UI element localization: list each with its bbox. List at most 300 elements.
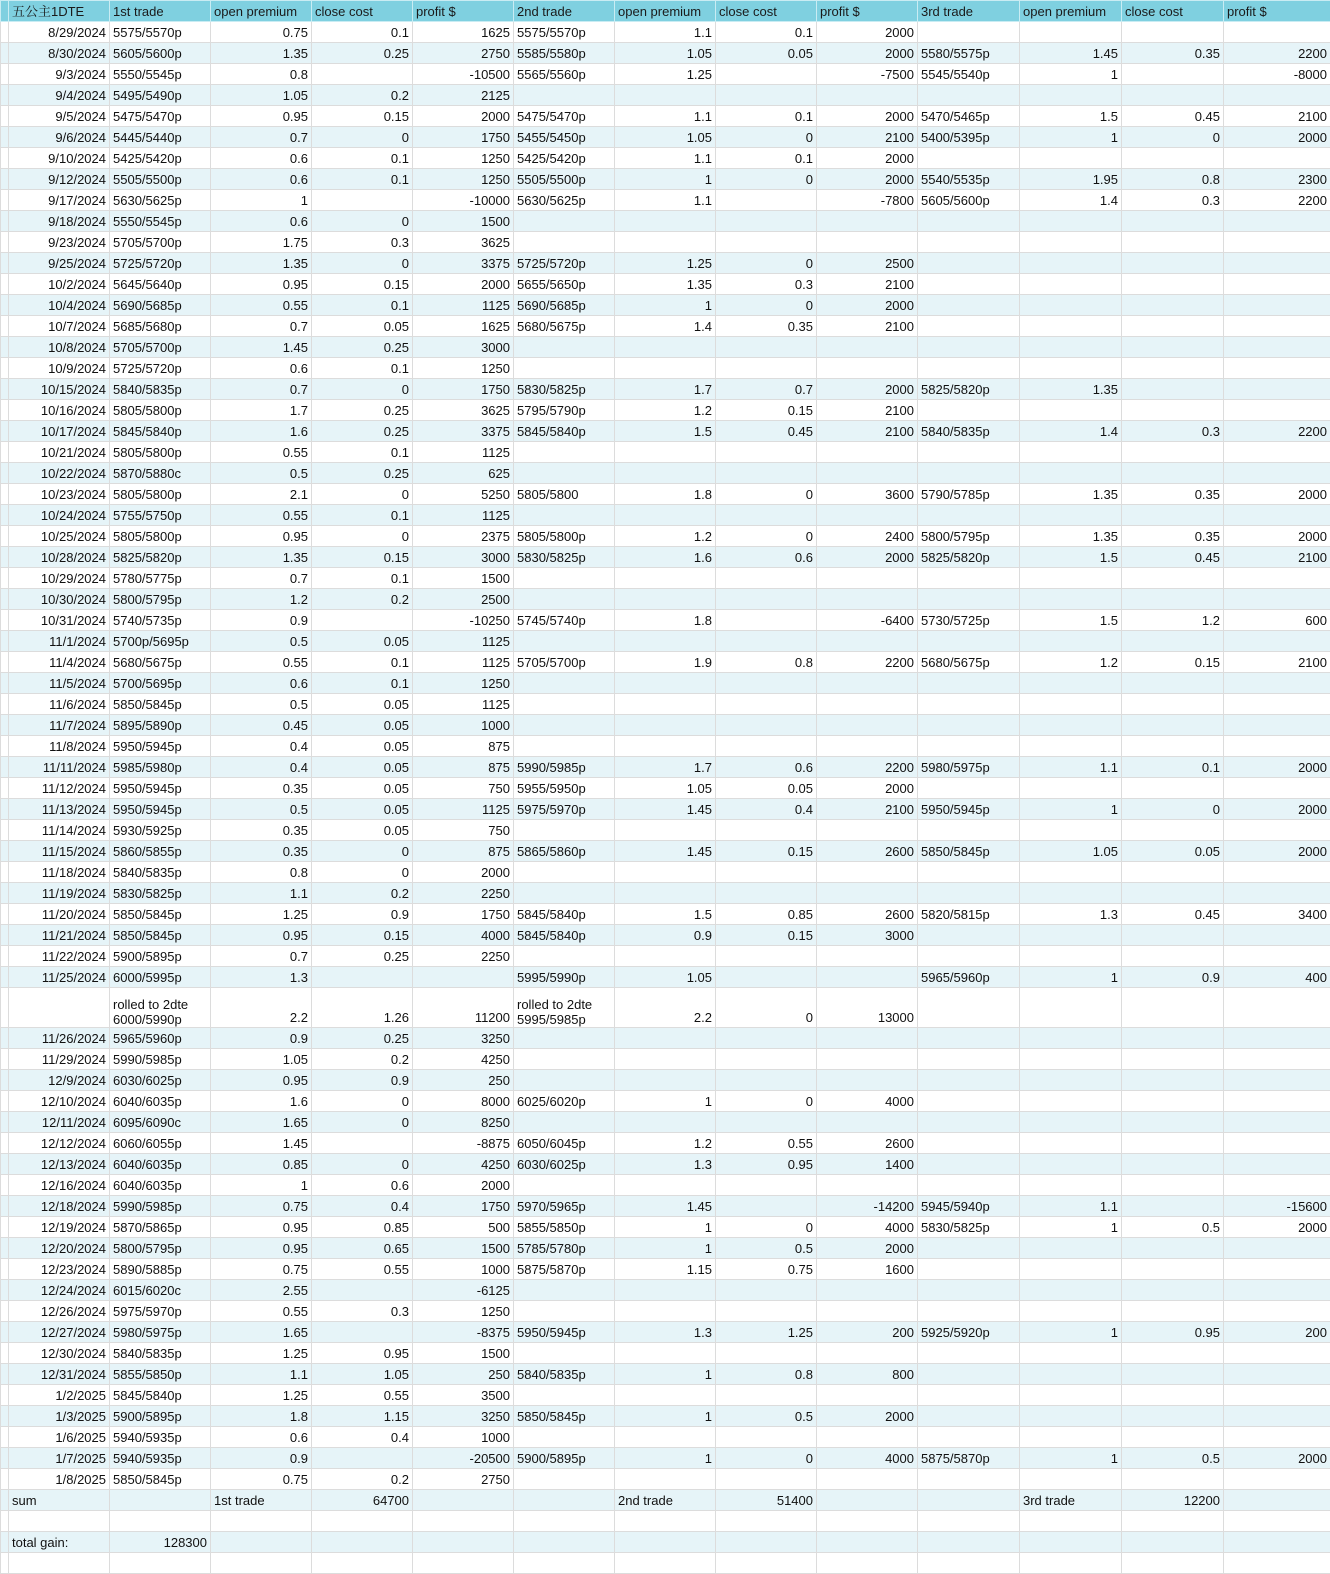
cell-trade3-profit[interactable]: -8000 (1224, 64, 1330, 85)
cell-trade1-close-cost[interactable]: 0 (312, 127, 413, 148)
cell-trade3-strike[interactable] (918, 1385, 1020, 1406)
cell-trade2-close-cost[interactable] (716, 1469, 817, 1490)
total-trade3-open-premium[interactable] (1020, 1532, 1122, 1553)
cell-trade3-open-premium[interactable] (1020, 820, 1122, 841)
cell-trade3-profit[interactable] (1224, 1175, 1330, 1196)
cell-trade2-profit[interactable] (817, 1280, 918, 1301)
cell-trade2-open-premium[interactable] (615, 85, 716, 106)
cell-trade1-strike[interactable]: 5940/5935p (110, 1448, 211, 1469)
cell-trade3-open-premium[interactable]: 1 (1020, 64, 1122, 85)
cell-trade2-profit[interactable]: 2000 (817, 547, 918, 568)
cell-trade3-strike[interactable] (918, 1070, 1020, 1091)
cell-trade2-strike[interactable] (514, 463, 615, 484)
cell-trade2-strike[interactable] (514, 568, 615, 589)
cell-trade3-open-premium[interactable]: 1.45 (1020, 43, 1122, 64)
cell-trade1-close-cost[interactable]: 0.05 (312, 316, 413, 337)
cell-trade3-open-premium[interactable] (1020, 883, 1122, 904)
cell-trade1-strike[interactable]: 5740/5735p (110, 610, 211, 631)
cell-trade1-strike[interactable]: 6040/6035p (110, 1154, 211, 1175)
cell-trade2-close-cost[interactable]: 0.15 (716, 400, 817, 421)
cell-trade1-strike[interactable]: 5680/5675p (110, 652, 211, 673)
cell-trade2-close-cost[interactable]: 0 (716, 1217, 817, 1238)
cell-trade2-close-cost[interactable] (716, 1175, 817, 1196)
cell-date[interactable]: 10/29/2024 (9, 568, 110, 589)
cell-date[interactable]: 10/15/2024 (9, 379, 110, 400)
cell-trade2-profit[interactable] (817, 1028, 918, 1049)
cell-trade3-profit[interactable] (1224, 1259, 1330, 1280)
cell-trade2-strike[interactable] (514, 85, 615, 106)
header-trade1-profit[interactable]: profit $ (413, 1, 514, 22)
cell-trade3-open-premium[interactable] (1020, 22, 1122, 43)
cell-trade2-open-premium[interactable]: 1.05 (615, 43, 716, 64)
cell-trade1-open-premium[interactable]: 0.6 (211, 148, 312, 169)
cell-trade2-profit[interactable]: -6400 (817, 610, 918, 631)
cell-trade1-open-premium[interactable]: 2.55 (211, 1280, 312, 1301)
cell-trade1-close-cost[interactable] (312, 64, 413, 85)
cell-trade2-close-cost[interactable] (716, 862, 817, 883)
cell-trade1-open-premium[interactable]: 0.95 (211, 1238, 312, 1259)
cell-trade1-strike[interactable]: 6040/6035p (110, 1091, 211, 1112)
cell-trade2-open-premium[interactable]: 1.35 (615, 274, 716, 295)
cell-trade2-close-cost[interactable]: 0.15 (716, 841, 817, 862)
cell-trade3-profit[interactable] (1224, 1364, 1330, 1385)
cell-trade3-profit[interactable] (1224, 295, 1330, 316)
total-date[interactable]: total gain: (9, 1532, 110, 1553)
cell-trade1-open-premium[interactable]: 1.75 (211, 232, 312, 253)
cell-trade3-close-cost[interactable] (1122, 820, 1224, 841)
cell-trade2-open-premium[interactable] (615, 820, 716, 841)
cell-trade3-profit[interactable]: -15600 (1224, 1196, 1330, 1217)
cell-date[interactable]: 12/26/2024 (9, 1301, 110, 1322)
cell-trade1-close-cost[interactable]: 0.05 (312, 736, 413, 757)
cell-trade2-profit[interactable] (817, 1427, 918, 1448)
cell-trade1-open-premium[interactable]: 0.75 (211, 1259, 312, 1280)
cell-trade3-close-cost[interactable] (1122, 946, 1224, 967)
cell-trade3-profit[interactable] (1224, 1238, 1330, 1259)
cell-trade1-profit[interactable]: 1250 (413, 673, 514, 694)
cell-trade3-strike[interactable]: 5545/5540p (918, 64, 1020, 85)
cell-trade2-profit[interactable]: 2000 (817, 22, 918, 43)
cell-trade2-strike[interactable]: 5955/5950p (514, 778, 615, 799)
cell-trade1-open-premium[interactable]: 1.25 (211, 1343, 312, 1364)
cell-trade2-close-cost[interactable] (716, 631, 817, 652)
cell-trade1-close-cost[interactable]: 0.05 (312, 694, 413, 715)
cell-trade2-close-cost[interactable]: 0.4 (716, 799, 817, 820)
cell-trade3-strike[interactable] (918, 505, 1020, 526)
cell-trade1-strike[interactable]: 5550/5545p (110, 211, 211, 232)
cell-trade2-strike[interactable] (514, 1280, 615, 1301)
blank-trade2-close-cost[interactable] (716, 1553, 817, 1574)
cell-trade1-close-cost[interactable]: 0.25 (312, 946, 413, 967)
cell-trade3-close-cost[interactable] (1122, 463, 1224, 484)
cell-trade1-profit[interactable]: 1250 (413, 358, 514, 379)
cell-trade1-close-cost[interactable]: 0.9 (312, 904, 413, 925)
cell-trade1-profit[interactable]: 3250 (413, 1406, 514, 1427)
cell-trade1-strike[interactable]: 5445/5440p (110, 127, 211, 148)
cell-trade3-open-premium[interactable] (1020, 1469, 1122, 1490)
cell-trade3-close-cost[interactable] (1122, 1385, 1224, 1406)
cell-trade1-strike[interactable]: 5975/5970p (110, 1301, 211, 1322)
cell-date[interactable]: 12/18/2024 (9, 1196, 110, 1217)
cell-trade2-open-premium[interactable]: 1.4 (615, 316, 716, 337)
cell-trade1-close-cost[interactable]: 0.3 (312, 1301, 413, 1322)
cell-trade1-close-cost[interactable]: 0.6 (312, 1175, 413, 1196)
cell-trade3-strike[interactable]: 5965/5960p (918, 967, 1020, 988)
cell-trade3-open-premium[interactable] (1020, 1112, 1122, 1133)
cell-trade2-close-cost[interactable] (716, 946, 817, 967)
cell-trade1-open-premium[interactable]: 0.7 (211, 568, 312, 589)
cell-trade1-close-cost[interactable]: 0.1 (312, 358, 413, 379)
cell-trade2-profit[interactable] (817, 883, 918, 904)
cell-trade1-strike[interactable]: 5980/5975p (110, 1322, 211, 1343)
cell-trade3-close-cost[interactable]: 0.45 (1122, 904, 1224, 925)
cell-trade2-open-premium[interactable]: 1.7 (615, 379, 716, 400)
cell-trade3-profit[interactable]: 2100 (1224, 547, 1330, 568)
cell-trade1-open-premium[interactable]: 1.6 (211, 1091, 312, 1112)
cell-trade3-open-premium[interactable] (1020, 1175, 1122, 1196)
cell-date[interactable]: 9/6/2024 (9, 127, 110, 148)
blank-trade2-profit[interactable] (817, 1553, 918, 1574)
cell-trade3-close-cost[interactable] (1122, 778, 1224, 799)
cell-trade1-close-cost[interactable]: 0 (312, 379, 413, 400)
cell-trade1-open-premium[interactable]: 0.45 (211, 715, 312, 736)
cell-trade2-profit[interactable]: 800 (817, 1364, 918, 1385)
cell-trade2-profit[interactable] (817, 715, 918, 736)
cell-trade3-open-premium[interactable]: 1.5 (1020, 547, 1122, 568)
cell-trade2-profit[interactable] (817, 1070, 918, 1091)
cell-trade2-open-premium[interactable]: 1.5 (615, 421, 716, 442)
cell-date[interactable]: 10/21/2024 (9, 442, 110, 463)
cell-trade1-strike[interactable]: 5825/5820p (110, 547, 211, 568)
cell-trade1-close-cost[interactable]: 0.2 (312, 1049, 413, 1070)
cell-trade3-close-cost[interactable] (1122, 589, 1224, 610)
cell-trade1-strike[interactable]: 5830/5825p (110, 883, 211, 904)
header-trade3-strike[interactable]: 3rd trade (918, 1, 1020, 22)
cell-trade3-close-cost[interactable] (1122, 988, 1224, 1028)
cell-trade2-open-premium[interactable]: 1.3 (615, 1154, 716, 1175)
sum-trade3-profit[interactable] (1224, 1490, 1330, 1511)
cell-trade3-strike[interactable] (918, 274, 1020, 295)
cell-trade1-profit[interactable]: 1000 (413, 1259, 514, 1280)
cell-trade3-strike[interactable]: 5605/5600p (918, 190, 1020, 211)
cell-trade2-strike[interactable] (514, 1427, 615, 1448)
cell-trade3-profit[interactable] (1224, 1133, 1330, 1154)
cell-date[interactable]: 12/9/2024 (9, 1070, 110, 1091)
cell-trade3-close-cost[interactable] (1122, 1028, 1224, 1049)
cell-trade3-strike[interactable] (918, 1427, 1020, 1448)
sum-trade2-profit[interactable] (817, 1490, 918, 1511)
cell-trade2-profit[interactable]: 200 (817, 1322, 918, 1343)
cell-trade2-open-premium[interactable] (615, 883, 716, 904)
cell-trade2-profit[interactable]: 2100 (817, 421, 918, 442)
cell-trade1-open-premium[interactable]: 1.05 (211, 85, 312, 106)
cell-trade3-profit[interactable] (1224, 274, 1330, 295)
cell-date[interactable]: 10/23/2024 (9, 484, 110, 505)
cell-trade3-profit[interactable] (1224, 925, 1330, 946)
cell-trade3-open-premium[interactable] (1020, 862, 1122, 883)
cell-trade1-open-premium[interactable]: 1.2 (211, 589, 312, 610)
cell-trade1-open-premium[interactable]: 0.7 (211, 316, 312, 337)
cell-trade2-strike[interactable] (514, 1175, 615, 1196)
cell-trade1-strike[interactable]: 5805/5800p (110, 442, 211, 463)
cell-date[interactable]: 1/3/2025 (9, 1406, 110, 1427)
header-trade3-open-premium[interactable]: open premium (1020, 1, 1122, 22)
cell-trade3-profit[interactable] (1224, 337, 1330, 358)
blank-date[interactable] (9, 1553, 110, 1574)
cell-trade3-close-cost[interactable] (1122, 1280, 1224, 1301)
total-trade1-open-premium[interactable] (211, 1532, 312, 1553)
cell-trade1-close-cost[interactable]: 0.55 (312, 1385, 413, 1406)
cell-trade2-open-premium[interactable]: 1.8 (615, 610, 716, 631)
cell-trade2-open-premium[interactable] (615, 1280, 716, 1301)
blank-trade3-profit[interactable] (1224, 1511, 1330, 1532)
cell-date[interactable]: 12/19/2024 (9, 1217, 110, 1238)
cell-trade2-open-premium[interactable] (615, 505, 716, 526)
cell-trade1-profit[interactable]: 1125 (413, 652, 514, 673)
cell-trade2-close-cost[interactable]: 0.5 (716, 1406, 817, 1427)
cell-trade2-open-premium[interactable] (615, 589, 716, 610)
cell-trade3-close-cost[interactable]: 0.05 (1122, 841, 1224, 862)
cell-trade3-open-premium[interactable] (1020, 1154, 1122, 1175)
cell-trade3-strike[interactable] (918, 1154, 1020, 1175)
cell-trade2-profit[interactable] (817, 1049, 918, 1070)
cell-trade3-close-cost[interactable] (1122, 1196, 1224, 1217)
cell-trade1-open-premium[interactable]: 0.55 (211, 505, 312, 526)
cell-trade2-close-cost[interactable]: 0 (716, 295, 817, 316)
cell-trade2-close-cost[interactable]: 1.25 (716, 1322, 817, 1343)
blank-trade3-strike[interactable] (918, 1511, 1020, 1532)
cell-trade3-open-premium[interactable]: 1.1 (1020, 757, 1122, 778)
cell-trade1-close-cost[interactable]: 0 (312, 1112, 413, 1133)
cell-date[interactable]: 1/6/2025 (9, 1427, 110, 1448)
cell-trade1-profit[interactable]: 1625 (413, 22, 514, 43)
cell-trade3-close-cost[interactable]: 0.95 (1122, 1322, 1224, 1343)
cell-trade3-open-premium[interactable]: 1.5 (1020, 106, 1122, 127)
blank-trade2-profit[interactable] (817, 1511, 918, 1532)
cell-trade2-open-premium[interactable]: 1.8 (615, 484, 716, 505)
cell-trade3-profit[interactable] (1224, 1154, 1330, 1175)
cell-date[interactable]: 12/10/2024 (9, 1091, 110, 1112)
cell-trade3-open-premium[interactable] (1020, 1406, 1122, 1427)
cell-trade1-profit[interactable]: 250 (413, 1364, 514, 1385)
cell-trade1-close-cost[interactable]: 0.1 (312, 505, 413, 526)
cell-trade3-open-premium[interactable]: 1.95 (1020, 169, 1122, 190)
cell-trade3-profit[interactable]: 2000 (1224, 841, 1330, 862)
cell-trade2-open-premium[interactable] (615, 232, 716, 253)
cell-trade3-open-premium[interactable] (1020, 1028, 1122, 1049)
cell-trade2-open-premium[interactable] (615, 337, 716, 358)
total-trade1-profit[interactable] (413, 1532, 514, 1553)
cell-date[interactable]: 1/7/2025 (9, 1448, 110, 1469)
cell-trade3-close-cost[interactable] (1122, 22, 1224, 43)
cell-trade1-close-cost[interactable]: 0.1 (312, 22, 413, 43)
cell-date[interactable]: 11/7/2024 (9, 715, 110, 736)
cell-trade1-strike[interactable]: 6095/6090c (110, 1112, 211, 1133)
cell-trade2-profit[interactable]: 2100 (817, 400, 918, 421)
cell-trade2-strike[interactable] (514, 820, 615, 841)
cell-trade2-strike[interactable] (514, 946, 615, 967)
cell-trade1-close-cost[interactable]: 0.25 (312, 400, 413, 421)
cell-trade2-profit[interactable]: 2100 (817, 316, 918, 337)
cell-trade2-strike[interactable] (514, 736, 615, 757)
cell-trade2-strike[interactable]: 5830/5825p (514, 379, 615, 400)
cell-trade3-close-cost[interactable] (1122, 1364, 1224, 1385)
cell-trade1-open-premium[interactable]: 1 (211, 1175, 312, 1196)
cell-trade1-open-premium[interactable]: 0.35 (211, 841, 312, 862)
blank-date[interactable] (9, 1511, 110, 1532)
cell-trade3-close-cost[interactable] (1122, 1091, 1224, 1112)
cell-trade1-close-cost[interactable]: 0.4 (312, 1196, 413, 1217)
cell-trade2-strike[interactable] (514, 1112, 615, 1133)
cell-trade2-close-cost[interactable]: 0 (716, 253, 817, 274)
cell-trade3-open-premium[interactable] (1020, 631, 1122, 652)
cell-trade1-open-premium[interactable]: 1.65 (211, 1112, 312, 1133)
cell-trade3-strike[interactable]: 5730/5725p (918, 610, 1020, 631)
cell-trade1-profit[interactable]: 1250 (413, 148, 514, 169)
cell-trade1-strike[interactable]: 5840/5835p (110, 379, 211, 400)
sum-trade3-close-cost[interactable]: 12200 (1122, 1490, 1224, 1511)
cell-trade3-close-cost[interactable] (1122, 316, 1224, 337)
cell-trade2-strike[interactable] (514, 1028, 615, 1049)
cell-trade1-close-cost[interactable]: 0.65 (312, 1238, 413, 1259)
cell-trade2-close-cost[interactable]: 0.8 (716, 1364, 817, 1385)
cell-trade1-open-premium[interactable]: 1.3 (211, 967, 312, 988)
cell-trade2-profit[interactable]: -7500 (817, 64, 918, 85)
cell-date[interactable]: 1/2/2025 (9, 1385, 110, 1406)
cell-trade1-profit[interactable]: 1750 (413, 379, 514, 400)
cell-trade3-close-cost[interactable] (1122, 1154, 1224, 1175)
cell-trade3-close-cost[interactable]: 1.2 (1122, 610, 1224, 631)
cell-trade1-open-premium[interactable]: 0.9 (211, 610, 312, 631)
cell-date[interactable]: 11/8/2024 (9, 736, 110, 757)
cell-trade2-close-cost[interactable] (716, 1112, 817, 1133)
cell-trade2-profit[interactable]: -14200 (817, 1196, 918, 1217)
cell-trade1-open-premium[interactable]: 0.75 (211, 22, 312, 43)
cell-trade1-profit[interactable]: 3000 (413, 547, 514, 568)
cell-trade1-strike[interactable]: 5800/5795p (110, 589, 211, 610)
cell-trade3-open-premium[interactable]: 1.35 (1020, 379, 1122, 400)
cell-date[interactable]: 12/24/2024 (9, 1280, 110, 1301)
cell-trade2-strike[interactable]: 5840/5835p (514, 1364, 615, 1385)
cell-trade3-close-cost[interactable]: 0.5 (1122, 1448, 1224, 1469)
cell-trade1-open-premium[interactable]: 1.7 (211, 400, 312, 421)
cell-trade2-strike[interactable] (514, 673, 615, 694)
cell-trade3-strike[interactable] (918, 211, 1020, 232)
cell-trade1-strike[interactable]: 5805/5800p (110, 400, 211, 421)
cell-trade3-strike[interactable]: 5840/5835p (918, 421, 1020, 442)
cell-trade3-profit[interactable] (1224, 694, 1330, 715)
cell-trade2-open-premium[interactable]: 1 (615, 1364, 716, 1385)
cell-trade2-profit[interactable]: 2100 (817, 127, 918, 148)
cell-trade2-strike[interactable]: 5585/5580p (514, 43, 615, 64)
cell-trade1-strike[interactable]: 5900/5895p (110, 1406, 211, 1427)
cell-trade1-profit[interactable]: 875 (413, 736, 514, 757)
cell-trade2-strike[interactable]: 5970/5965p (514, 1196, 615, 1217)
cell-trade1-profit[interactable]: 1500 (413, 1343, 514, 1364)
cell-trade1-strike[interactable]: 5850/5845p (110, 1469, 211, 1490)
cell-trade3-open-premium[interactable]: 1 (1020, 127, 1122, 148)
cell-trade3-strike[interactable] (918, 1280, 1020, 1301)
cell-trade1-strike[interactable]: 5985/5980p (110, 757, 211, 778)
cell-trade1-strike[interactable]: 5965/5960p (110, 1028, 211, 1049)
cell-trade1-strike[interactable]: 5950/5945p (110, 778, 211, 799)
cell-trade3-open-premium[interactable] (1020, 295, 1122, 316)
cell-trade2-strike[interactable]: 6025/6020p (514, 1091, 615, 1112)
cell-trade3-close-cost[interactable] (1122, 148, 1224, 169)
cell-trade1-open-premium[interactable]: 1.35 (211, 547, 312, 568)
cell-trade3-profit[interactable] (1224, 358, 1330, 379)
cell-trade2-close-cost[interactable] (716, 1070, 817, 1091)
cell-trade1-close-cost[interactable]: 0.1 (312, 652, 413, 673)
cell-trade3-open-premium[interactable] (1020, 736, 1122, 757)
cell-trade2-profit[interactable] (817, 631, 918, 652)
cell-trade1-strike[interactable]: 5550/5545p (110, 64, 211, 85)
cell-trade3-open-premium[interactable]: 1 (1020, 799, 1122, 820)
cell-trade3-profit[interactable] (1224, 1091, 1330, 1112)
cell-trade1-open-premium[interactable]: 1.35 (211, 43, 312, 64)
cell-trade1-profit[interactable]: 2000 (413, 274, 514, 295)
cell-trade3-profit[interactable] (1224, 463, 1330, 484)
cell-trade1-profit[interactable]: 1000 (413, 1427, 514, 1448)
cell-trade3-strike[interactable] (918, 253, 1020, 274)
cell-trade1-open-premium[interactable]: 0.95 (211, 526, 312, 547)
cell-trade3-profit[interactable]: 2300 (1224, 169, 1330, 190)
cell-trade1-profit[interactable]: 1250 (413, 169, 514, 190)
cell-trade1-open-premium[interactable]: 0.75 (211, 1469, 312, 1490)
cell-trade2-profit[interactable] (817, 1112, 918, 1133)
cell-trade1-close-cost[interactable]: 0.85 (312, 1217, 413, 1238)
cell-trade2-strike[interactable]: 5845/5840p (514, 421, 615, 442)
cell-trade3-strike[interactable] (918, 694, 1020, 715)
cell-trade2-open-premium[interactable] (615, 736, 716, 757)
cell-trade2-profit[interactable]: 13000 (817, 988, 918, 1028)
cell-trade1-profit[interactable]: 1125 (413, 799, 514, 820)
cell-trade1-close-cost[interactable]: 0.25 (312, 337, 413, 358)
cell-trade2-open-premium[interactable]: 0.9 (615, 925, 716, 946)
cell-trade2-profit[interactable]: 2200 (817, 652, 918, 673)
cell-trade2-profit[interactable] (817, 1343, 918, 1364)
cell-trade3-open-premium[interactable] (1020, 925, 1122, 946)
cell-trade3-profit[interactable] (1224, 1406, 1330, 1427)
cell-trade2-profit[interactable] (817, 232, 918, 253)
cell-date[interactable]: 12/13/2024 (9, 1154, 110, 1175)
cell-date[interactable]: 11/25/2024 (9, 967, 110, 988)
cell-trade2-strike[interactable]: 5845/5840p (514, 925, 615, 946)
cell-trade2-strike[interactable] (514, 589, 615, 610)
cell-trade1-close-cost[interactable]: 0.4 (312, 1427, 413, 1448)
cell-trade3-profit[interactable] (1224, 778, 1330, 799)
cell-trade1-profit[interactable]: -10000 (413, 190, 514, 211)
cell-trade3-close-cost[interactable] (1122, 232, 1224, 253)
cell-trade2-strike[interactable]: 5855/5850p (514, 1217, 615, 1238)
cell-date[interactable]: 11/4/2024 (9, 652, 110, 673)
cell-trade1-strike[interactable]: 5755/5750p (110, 505, 211, 526)
cell-trade1-open-premium[interactable]: 1.05 (211, 1049, 312, 1070)
cell-trade1-profit[interactable]: 750 (413, 820, 514, 841)
cell-date[interactable]: 8/29/2024 (9, 22, 110, 43)
cell-trade3-strike[interactable]: 5680/5675p (918, 652, 1020, 673)
cell-trade1-profit[interactable]: 625 (413, 463, 514, 484)
cell-trade2-open-premium[interactable]: 1.2 (615, 400, 716, 421)
cell-trade1-open-premium[interactable]: 1.25 (211, 904, 312, 925)
blank-trade3-open-premium[interactable] (1020, 1553, 1122, 1574)
cell-trade2-open-premium[interactable]: 1 (615, 1091, 716, 1112)
cell-trade3-open-premium[interactable] (1020, 1385, 1122, 1406)
cell-trade1-strike[interactable]: 5495/5490p (110, 85, 211, 106)
cell-trade2-open-premium[interactable]: 1.6 (615, 547, 716, 568)
cell-trade3-profit[interactable] (1224, 85, 1330, 106)
cell-trade2-open-premium[interactable]: 1.05 (615, 967, 716, 988)
